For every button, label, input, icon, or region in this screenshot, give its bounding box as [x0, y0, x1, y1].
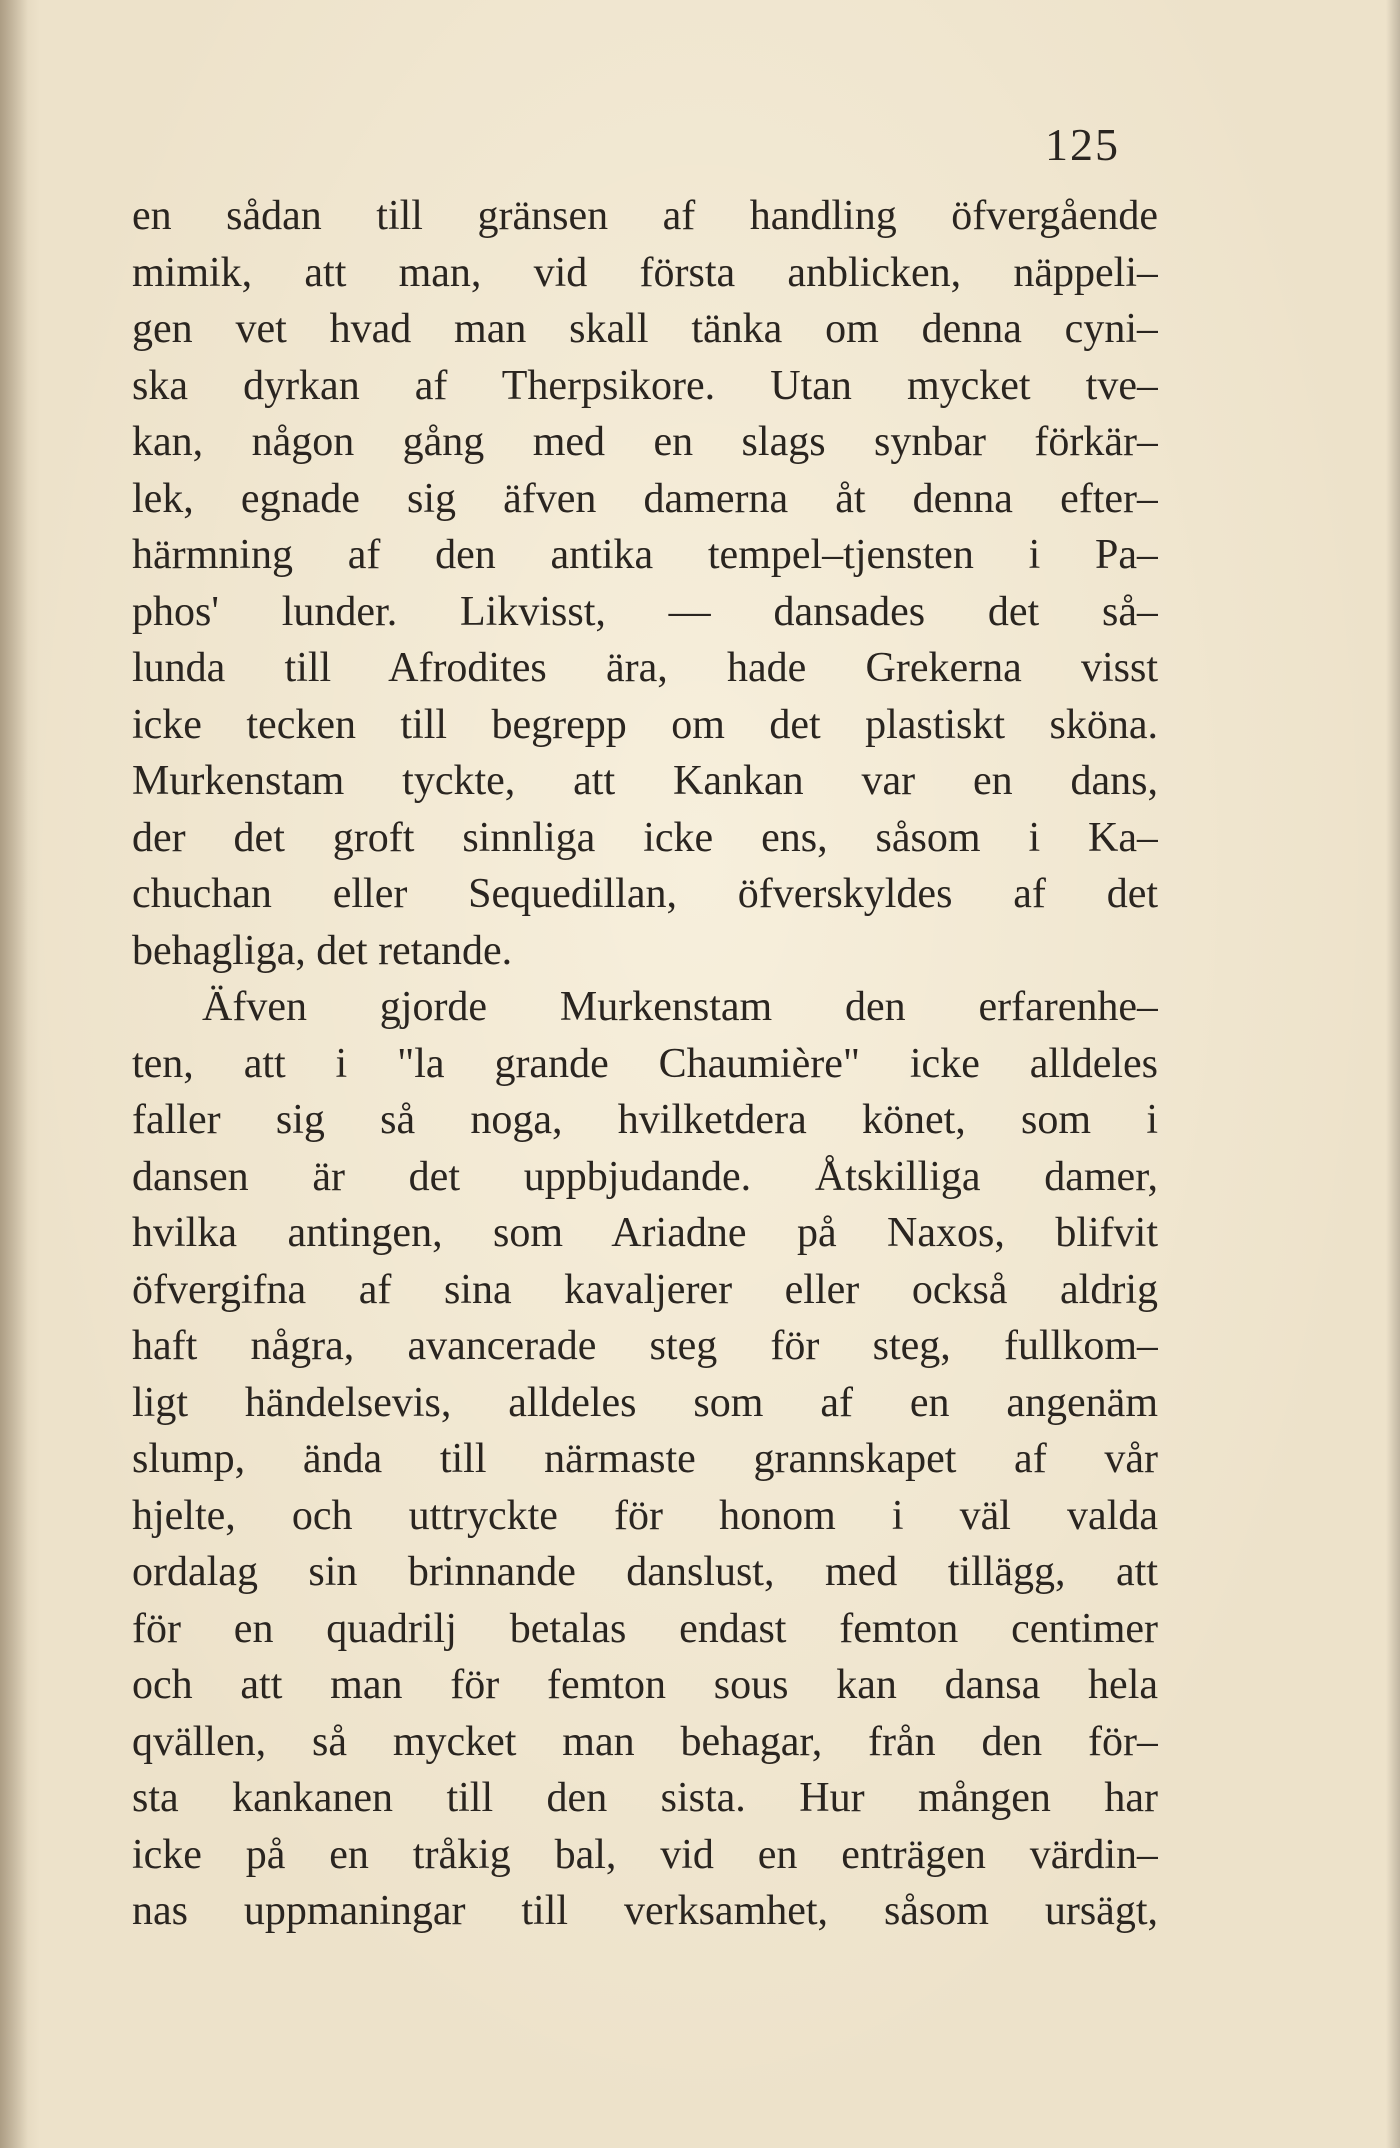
text-line: ska dyrkan af Therpsikore. Utan mycket tve– [132, 362, 1158, 409]
text-line: ligt händelsevis, alldeles som af en angenäm [132, 1379, 1158, 1426]
text-line: qvällen, så mycket man behagar, från den för– [132, 1718, 1158, 1765]
text-line: gen vet hvad man skall tänka om denna cyni– [132, 306, 1158, 352]
text-line: phos' lunder. Likvisst, — dansades det så– [132, 588, 1158, 635]
text-line: haft några, avancerade steg för steg, fullkom– [132, 1323, 1158, 1369]
text-line: dansen är det uppbjudande. Åtskilliga damer, [132, 1153, 1158, 1200]
text-line-paragraph-end: behagliga, det retande. [132, 927, 513, 974]
text-line: hvilka antingen, som Ariadne på Naxos, blifvit [132, 1210, 1158, 1256]
text-line: chuchan eller Sequedillan, öfverskyldes af det [132, 871, 1158, 917]
text-line: faller sig så noga, hvilketdera könet, som i [132, 1097, 1158, 1143]
text-line: mimik, att man, vid första anblicken, näppeli– [132, 249, 1158, 296]
text-line: en sådan till gränsen af handling öfvergående [132, 193, 1158, 239]
page-number: 125 [1045, 119, 1120, 170]
text-line: nas uppmaningar till verksamhet, såsom ursägt, [132, 1888, 1158, 1934]
text-line: slump, ända till närmaste grannskapet af vår [132, 1436, 1158, 1482]
text-line-paragraph-start: Äfven gjorde Murkenstam den erfarenhe– [202, 984, 1158, 1030]
text-line: för en quadrilj betalas endast femton centimer [132, 1605, 1158, 1652]
text-line: icke på en tråkig bal, vid en enträgen värdin– [132, 1831, 1158, 1878]
spine-shadow [0, 0, 28, 2148]
text-line: hjelte, och uttryckte för honom i väl valda [132, 1492, 1158, 1539]
text-line: der det groft sinnliga icke ens, såsom i Ka– [132, 814, 1158, 861]
text-line: och att man för femton sous kan dansa hela [132, 1662, 1158, 1708]
page-edge-shadow [1386, 0, 1400, 2148]
text-line: ordalag sin brinnande danslust, med tillägg, att [132, 1549, 1158, 1595]
text-line: Murkenstam tyckte, att Kankan var en dans, [132, 758, 1158, 804]
text-line: icke tecken till begrepp om det plastiskt sköna. [132, 701, 1158, 748]
text-line: lek, egnade sig äfven damerna åt denna efter– [132, 475, 1158, 522]
text-line: ten, att i "la grande Chaumière" icke alldeles [132, 1040, 1158, 1087]
text-line: sta kankanen till den sista. Hur mången har [132, 1775, 1158, 1821]
text-line: kan, någon gång med en slags synbar förkär– [132, 419, 1158, 465]
text-line: härmning af den antika tempel–tjensten i Pa– [132, 532, 1158, 578]
body-text [132, 188, 1158, 1940]
text-line: lunda till Afrodites ära, hade Grekerna visst [132, 645, 1158, 691]
text-line: öfvergifna af sina kavaljerer eller också aldrig [132, 1266, 1158, 1313]
